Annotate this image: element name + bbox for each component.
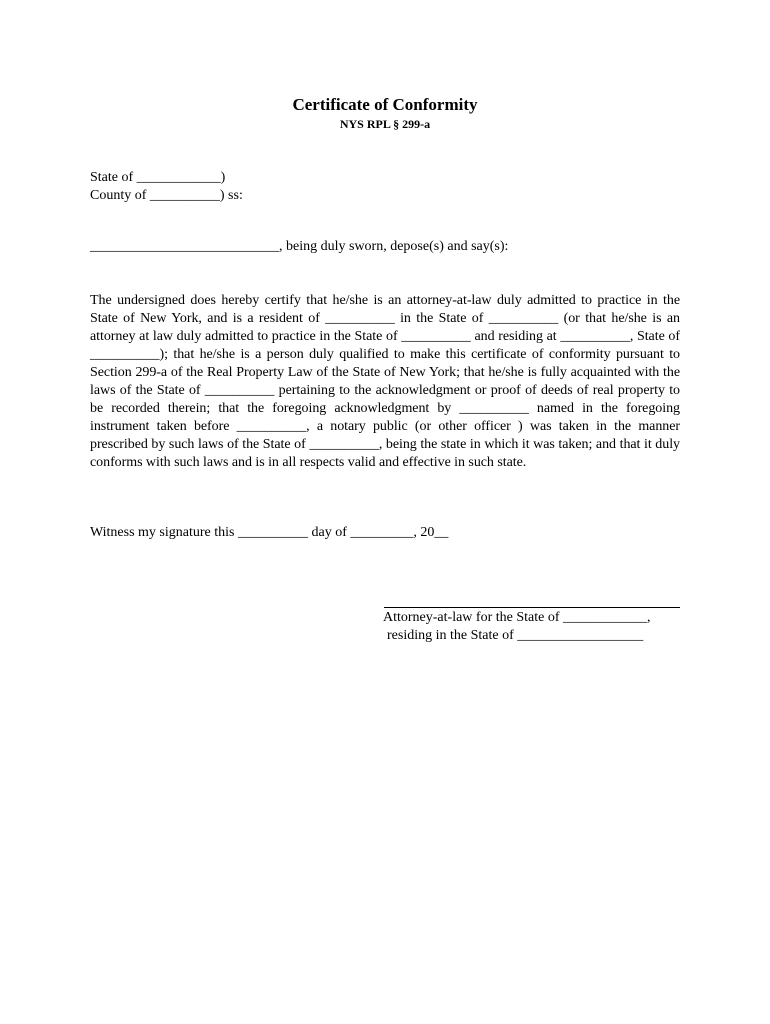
certification-paragraph: The undersigned does hereby certify that he/she is an attorney-at-law duly admitted to practice in the State of New York, and is a resident of __________ in the State of __________ (or that he/she is an attorney at law duly admitted to practice in the State of __________ and residing at __________, State of __________); that he/she is a person duly qualified to make this certificate of conformity pursuant to Section 299-a of the Real Property Law of the State of New York; that he/she is fully acquainted with the laws of the State of __________ pertaining to the acknowledgment or proof of deeds of real property to be recorded therein; that the foregoing acknowledgment by __________ named in the foregoing instrument taken before __________, a notary public (or other officer ) was taken in the manner prescribed by such laws of the State of __________, being the state in which it was taken; and that it duly conforms with such laws and is in all respects valid and effective in such state. bbox=[90, 293, 680, 470]
sworn-statement-line: ___________________________, being duly sworn, depose(s) and say(s): bbox=[90, 239, 509, 254]
signature-caption-line1: Attorney-at-law for the State of ____________, bbox=[383, 610, 651, 625]
venue-state-line: State of ____________) bbox=[90, 170, 226, 185]
signature-caption-line2: residing in the State of __________________ bbox=[387, 628, 644, 643]
witness-line: Witness my signature this __________ day of _________, 20__ bbox=[90, 525, 449, 540]
venue-county-line: County of __________) ss: bbox=[90, 187, 243, 203]
venue-block bbox=[90, 169, 243, 204]
document-title: Certificate of Conformity bbox=[292, 95, 478, 114]
signature-block bbox=[383, 609, 683, 645]
document-subtitle: NYS RPL § 299-a bbox=[339, 117, 431, 131]
signature-line bbox=[384, 607, 680, 608]
